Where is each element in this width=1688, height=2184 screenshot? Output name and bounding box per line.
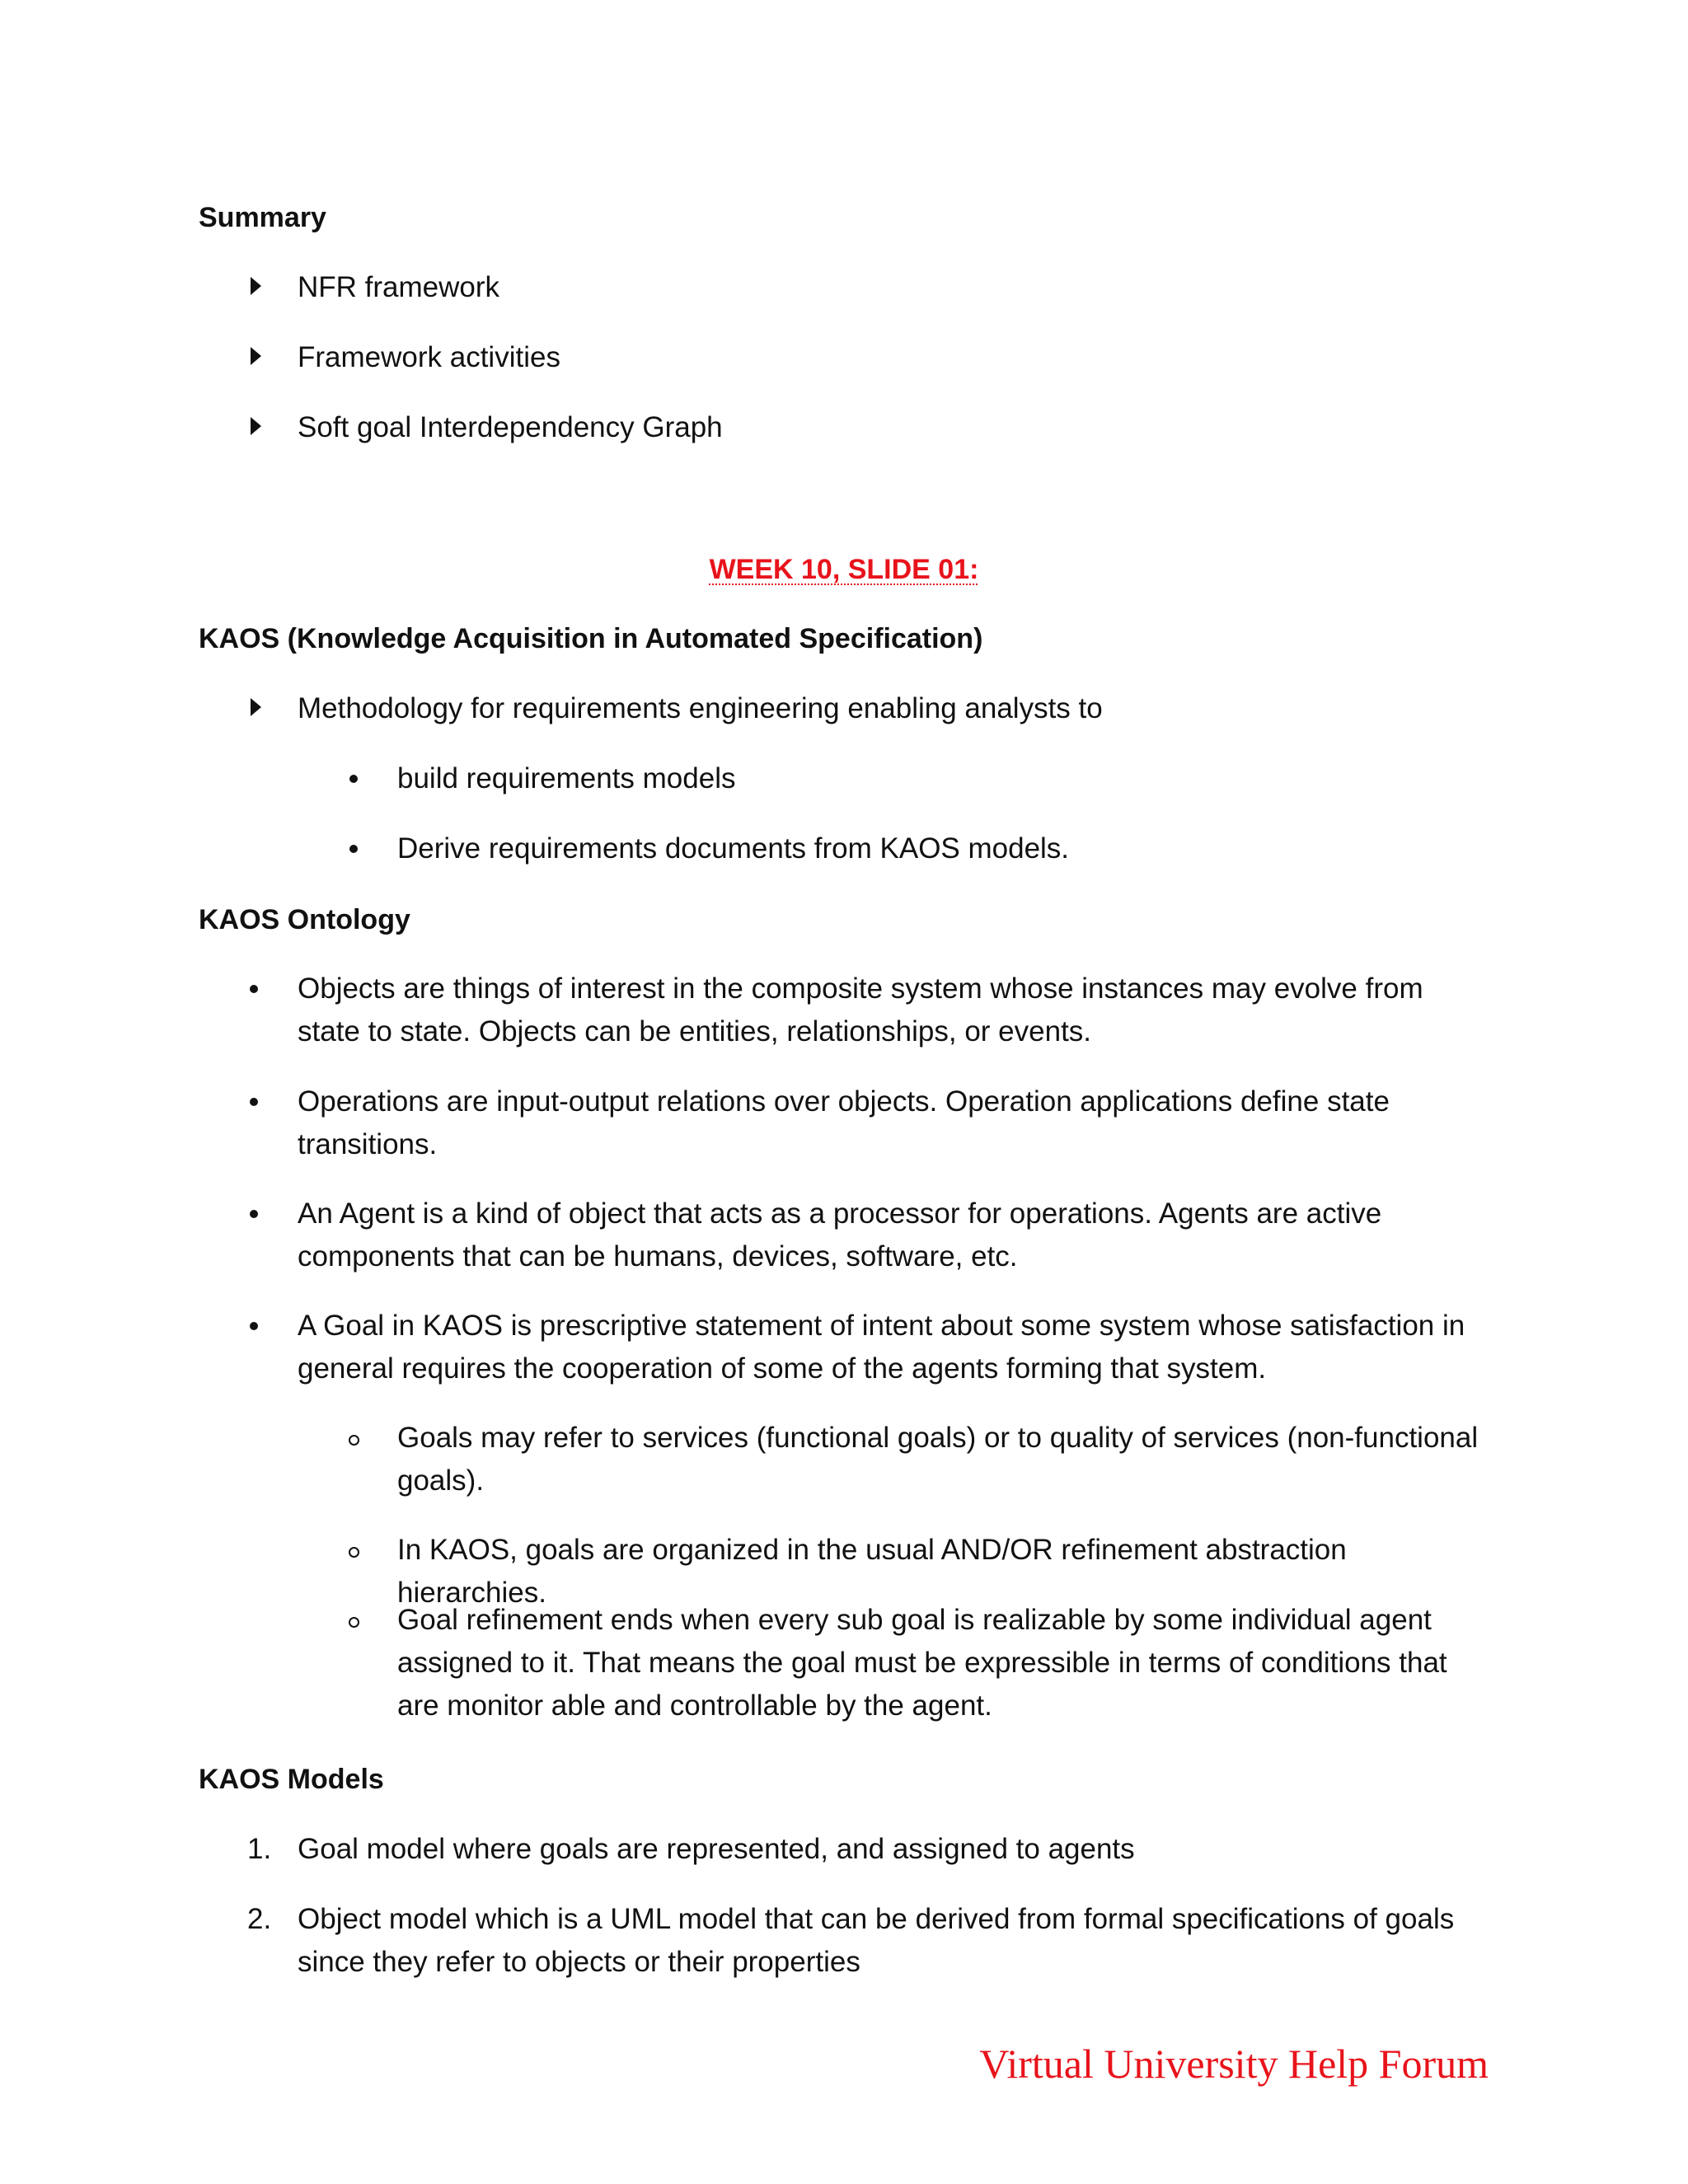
summary-heading: Summary [199, 202, 326, 233]
circle-bullet-icon [349, 1435, 359, 1446]
arrow-bullet-icon [251, 277, 261, 295]
ontology-item-2: Operations are input-output relations over objects. Operation applications define state transitions. [298, 1085, 1390, 1160]
arrow-bullet-icon [251, 417, 261, 435]
bullet-dot-icon [250, 985, 258, 993]
bullet-dot-icon [349, 845, 358, 853]
summary-item-2: Framework activities [298, 341, 560, 373]
ontology-heading: KAOS Ontology [199, 904, 410, 935]
circle-bullet-icon [349, 1617, 359, 1628]
bullet-dot-icon [250, 1098, 258, 1106]
kaos-heading: KAOS (Knowledge Acquisition in Automated Specification) [199, 623, 983, 654]
summary-item-1: NFR framework [298, 271, 500, 303]
list-number: 2. [247, 1903, 272, 1935]
models-heading: KAOS Models [199, 1764, 384, 1795]
bullet-dot-icon [349, 775, 358, 783]
arrow-bullet-icon [251, 698, 261, 716]
goal-subitem-2: In KAOS, goals are organized in the usual AND/OR refinement abstraction hierarchies. [397, 1534, 1347, 1609]
week-slide-title: WEEK 10, SLIDE 01: [709, 554, 979, 585]
bullet-dot-icon [250, 1322, 258, 1330]
goal-subitem-1: Goals may refer to services (functional goals) or to quality of services (non-functional goals). [397, 1422, 1479, 1497]
ontology-item-4: A Goal in KAOS is prescriptive statement of intent about some system whose satisfaction in general requires the cooperation of some of the agents forming that system. [298, 1310, 1465, 1385]
ontology-item-1: Objects are things of interest in the composite system whose instances may evolve from state to state. Objects can be entities, relationships, or events. [298, 972, 1423, 1047]
footer-watermark: Virtual University Help Forum [979, 2041, 1489, 2087]
list-number: 1. [247, 1833, 272, 1865]
ontology-item-3: An Agent is a kind of object that acts as a processor for operations. Agents are active components that can be humans, devices, software, etc. [298, 1197, 1382, 1272]
bullet-dot-icon [250, 1210, 258, 1218]
arrow-bullet-icon [251, 347, 261, 365]
goal-subitem-3: Goal refinement ends when every sub goal is realizable by some individual agent assigned to it. That means the goal must be expressible in terms of conditions that are monitor able and controllable by the agent. [397, 1604, 1447, 1722]
kaos-item: Methodology for requirements engineering enabling analysts to [298, 692, 1103, 724]
summary-item-3: Soft goal Interdependency Graph [298, 411, 723, 443]
kaos-subitem-1: build requirements models [397, 762, 736, 794]
kaos-subitem-2: Derive requirements documents from KAOS models. [397, 832, 1070, 865]
models-item-1: Goal model where goals are represented, and assigned to agents [298, 1833, 1135, 1865]
models-item-2: Object model which is a UML model that can be derived from formal specifications of goals since they refer to objects or their properties [298, 1903, 1455, 1978]
circle-bullet-icon [349, 1547, 359, 1558]
